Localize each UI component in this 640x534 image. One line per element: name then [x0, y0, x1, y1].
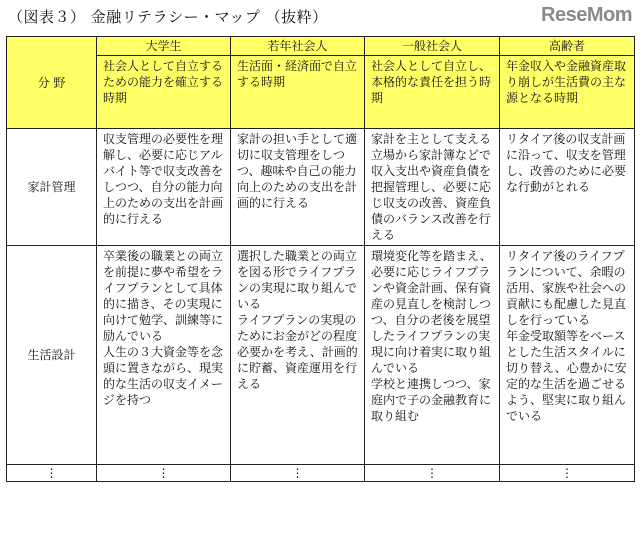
ellipsis-mark: ⋮	[7, 465, 97, 482]
stage-name-university: 大学生	[97, 37, 231, 56]
table-cell: 卒業後の職業との両立を前提に夢や希望をライフプランとして具体的に描き、その実現に向けて勉学、訓練等に励んでいる 人生の３大資金等を念頭に置きながら、現実的な生活の収支イメージを持つ	[97, 246, 231, 465]
ellipsis-mark: ⋮	[500, 465, 635, 482]
row-label-household: 家計管理	[7, 129, 97, 246]
ellipsis-mark: ⋮	[365, 465, 500, 482]
table-row-life-planning	[7, 246, 635, 465]
row-label-life-planning: 生活設計	[7, 246, 97, 465]
field-header: 分 野	[7, 37, 97, 129]
page-title: （図表３） 金融リテラシー・マップ （抜粋）	[8, 8, 328, 26]
stage-desc-row	[7, 56, 635, 129]
table-cell: 家計の担い手として適切に収支管理をしつつ、趣味や自己の能力向上のための支出を計画的に行える	[231, 129, 365, 246]
table-cell: リタイア後の収支計画に沿って、収支を管理し、改善のために必要な行動がとれる	[500, 129, 635, 246]
stage-desc-general-worker: 社会人として自立し、本格的な責任を担う時期	[365, 56, 500, 129]
table-cell: 家計を主として支える立場から家計簿などで収入支出や資産負債を把握管理し、必要に応じ収支の改善、資産負債のバランス改善を行える	[365, 129, 500, 246]
literacy-map-table	[6, 36, 635, 482]
stage-name-general-worker: 一般社会人	[365, 37, 500, 56]
resemom-logo: ReseMom	[541, 4, 632, 26]
stage-header-row	[7, 37, 635, 56]
table-row-household	[7, 129, 635, 246]
table-row-ellipsis	[7, 465, 635, 482]
stage-desc-young-worker: 生活面・経済面で自立する時期	[231, 56, 365, 129]
ellipsis-mark: ⋮	[231, 465, 365, 482]
table-cell: 選択した職業との両立を図る形でライフプランの実現に取り組んでいる ライフプランの実現のためにお金がどの程度必要かを考え、計画的に貯蓄、資産運用を行える	[231, 246, 365, 465]
stage-name-young-worker: 若年社会人	[231, 37, 365, 56]
table-cell: 環境変化等を踏まえ、必要に応じライフプランや資金計画、保有資産の見直しを検討しつつ、自分の老後を展望したライフプランの実現に向け着実に取り組んでいる 学校と連携しつつ、家庭内で子の金融教育に取り組む	[365, 246, 500, 465]
stage-name-elderly: 高齢者	[500, 37, 635, 56]
ellipsis-mark: ⋮	[97, 465, 231, 482]
stage-desc-university: 社会人として自立するための能力を確立する時期	[97, 56, 231, 129]
table-cell: 収支管理の必要性を理解し、必要に応じアルバイト等で収支改善をしつつ、自分の能力向上のための支出を計画的に行える	[97, 129, 231, 246]
table-cell: リタイア後のライフプランについて、余暇の活用、家族や社会への貢献にも配慮した見直しを行っている 年金受取額等をベースとした生活スタイルに切り替え、心豊かに安定的な生活を過ごせるよう、堅実に取り組んでいる	[500, 246, 635, 465]
stage-desc-elderly: 年金収入や金融資産取り崩しが生活費の主な源となる時期	[500, 56, 635, 129]
